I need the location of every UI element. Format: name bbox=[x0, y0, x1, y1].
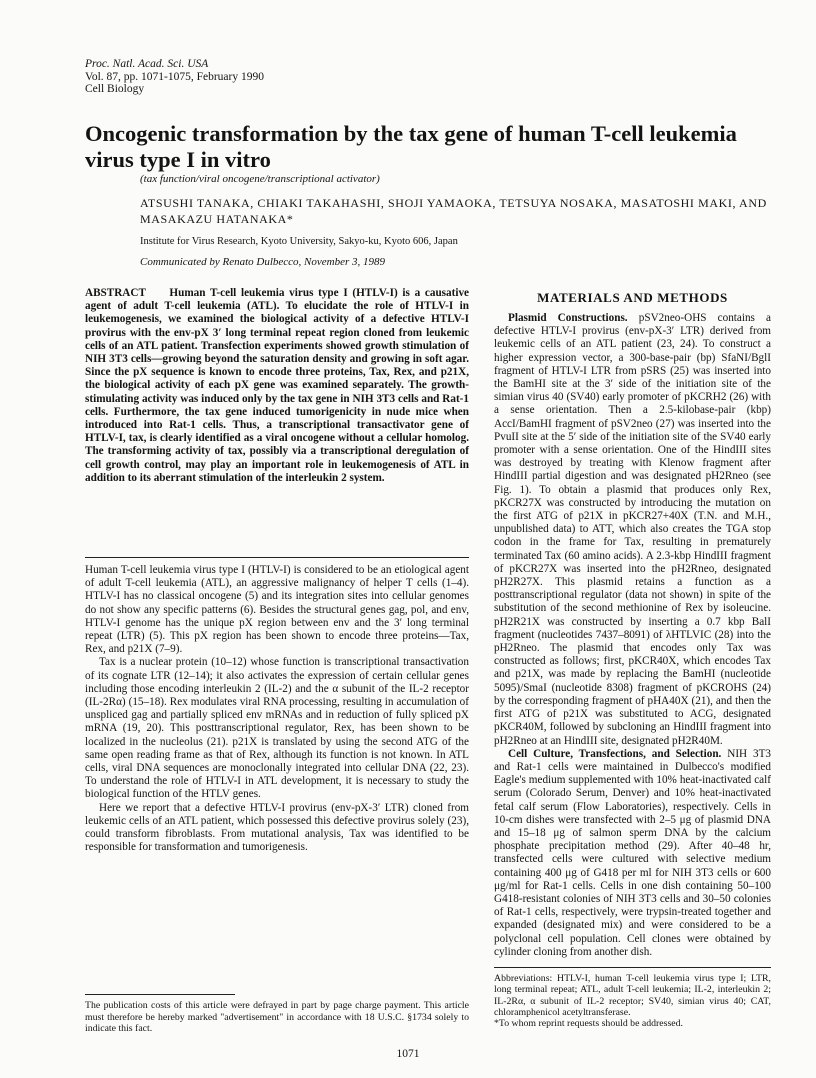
publication-cost-note: The publication costs of this article were defrayed in part by page charge payment. This article must therefore be hereby marked "advertisement" in accordance with 18 U.S.C. §1734 solely to indicate this fact. bbox=[85, 1000, 469, 1034]
methods-body bbox=[494, 312, 771, 959]
page-number: 1071 bbox=[396, 1048, 420, 1060]
abstract bbox=[85, 287, 469, 485]
corresponding-author-note: *To whom reprint requests should be addressed. bbox=[494, 1018, 683, 1030]
introduction bbox=[85, 564, 469, 854]
author-list: ATSUSHI TANAKA, CHIAKI TAKAHASHI, SHOJI YAMAOKA, TETSUYA NOSAKA, MASATOSHI MAKI, AND MASAKAZU HATANAKA* bbox=[140, 196, 767, 226]
section-heading-methods: MATERIALS AND METHODS bbox=[537, 290, 728, 305]
journal-header bbox=[85, 58, 264, 96]
paragraph-heading: Cell Culture, Transfections, and Selection. bbox=[508, 747, 722, 760]
article-title: Oncogenic transformation by the tax gene of human T-cell leukemia virus type I in vitro bbox=[85, 121, 737, 172]
journal-volume: Vol. 87, pp. 1071-1075, February 1990 bbox=[85, 70, 264, 83]
intro-paragraph: Human T-cell leukemia virus type I (HTLV-I) is considered to be an etiological agent of adult T-cell leukemia (ATL), an aggressive malignancy of helper T cells (1–4). HTLV-I has no classical oncogene (5) and its integration sites into cellular genomes do not show any specific patterns (6). Besides the structural genes gag, pol, and env, HTLV-I genome has the unique pX region between env and the 3′ long terminal repeat (LTR) (5). This pX region has been shown to encode three proteins—Tax, Rex, and p21X (7–9). bbox=[85, 564, 469, 656]
abstract-divider bbox=[85, 557, 469, 558]
abstract-text: Human T-cell leukemia virus type I (HTLV-I) is a causative agent of adult T-cell leukemia (ATL). To elucidate the role of HTLV-I in leukemogenesis, we examined the biological activity of a defective HTLV-I provirus with the env-pX 3′ long terminal repeat region cloned from leukemic cells of an ATL patient. Transfection experiments showed growth stimulation of NIH 3T3 cells—growing beyond the saturation density and growing in soft agar. Since the pX sequence is known to encode three proteins, Tax, Rex, and p21X, the biological activity of each pX gene was examined separately. The growth-stimulating activity was induced only by the tax gene in NIH 3T3 cells and Rat-1 cells. Furthermore, the tax gene induced tumorigenicity in nude mice when introduced into Rat-1 cells. Thus, a transcriptional transactivator gene of HTLV-I, tax, is clearly identified as a viral oncogene without a cellular homolog. The transforming activity of tax, possibly via a transcriptional deregulation of cell growth control, may play an important role in leukemogenesis of ATL in addition to its aberrant stimulation of the interleukin 2 system. bbox=[85, 287, 470, 484]
paragraph-text: pSV2neo-OHS contains a defective HTLV-I provirus (env-pX-3′ LTR) derived from leukemic cells of an ATL patient (23, 24). To construct a higher expression vector, a 300-base-pair (bp) SfaNI/BglI fragment of HTLV-I LTR from pSRS (25) was inserted into the BamHI site at the 3′ side of the initiation site of the simian virus 40 (SV40) early promoter of pKCRH2 (26) with a sense orientation. Then a 2.5-kilobase-pair (kbp) AccI/BamHI fragment of pSV2neo (27) was inserted into the PvuII site at the 5′ side of the initiation site of the SV40 early promoter with a sense orientation. One of the HindIII sites was destroyed by treating with Klenow fragment after HindIII partial digestion and was designated pH2Rneo (see Fig. 1). To obtain a plasmid that produces only Rex, pKCR27X was constructed by introducing the mutation on the first ATG of p21X in pKCR27+40X (T.N. and M.H., unpublished data) to ATT, which also creates the TGA stop codon in the frame for Tax, resulting in prematurely terminated Tax (60 amino acids). A 2.3-kbp HindIII fragment of pKCR27X was inserted into the pH2Rneo, designated pH2R27X. This plasmid retains a function as a posttranscriptional regulator (data not shown) in spite of the substitution of the second methionine of Rex by isoleucine. pH2R21X was constructed by inserting a 0.7 kbp BalI fragment (nucleotides 7437–8091) of λHTLVIC (28) into the pH2Rneo. The plasmid that encodes only Tax was constructed as follows; first, pKCR40X, which encodes Tax and p21X, was made by replacing the BamHI (nucleotide 5095)/SmaI (nucleotide 8308) fragment of pKCROHS (24) by the corresponding fragment of pHA40X (21), and then the first ATG of p21X was substituted to ACG, designated pKCR40M, followed by subcloning an HindIII fragment into pH2Rneo at an HindIII site, designated pH2R40M. bbox=[494, 312, 772, 747]
methods-paragraph-plasmids bbox=[494, 312, 771, 748]
intro-paragraph: Here we report that a defective HTLV-I provirus (env-pX-3′ LTR) cloned from leukemic cells of an ATL patient, which possessed this defective provirus solely (23), could transform fibroblasts. From mutational analysis, Tax was identified to be responsible for transformation and tumorigenesis. bbox=[85, 801, 469, 854]
journal-name: Proc. Natl. Acad. Sci. USA bbox=[85, 58, 209, 70]
abbreviations: Abbreviations: HTLV-I, human T-cell leukemia virus type I; LTR, long terminal repeat; ATL, adult T-cell leukemia; IL-2, interleukin 2; IL-2Rα, α subunit of IL-2 receptor; SV40, simian virus 40; CAT, chloramphenicol acetyltransferase. bbox=[494, 973, 771, 1018]
footnote-divider bbox=[85, 994, 235, 995]
abbreviations-footnote bbox=[494, 973, 771, 1029]
methods-paragraph-cell-culture bbox=[494, 748, 771, 959]
abstract-label: ABSTRACT bbox=[85, 287, 146, 299]
abbrev-divider bbox=[494, 967, 771, 968]
communicated-by: Communicated by Renato Dulbecco, November 3, 1989 bbox=[140, 256, 385, 268]
paragraph-heading: Plasmid Constructions. bbox=[508, 312, 628, 324]
journal-section: Cell Biology bbox=[85, 83, 145, 95]
keywords: (tax function/viral oncogene/transcriptional activator) bbox=[140, 173, 380, 185]
affiliation: Institute for Virus Research, Kyoto University, Sakyo-ku, Kyoto 606, Japan bbox=[140, 236, 458, 247]
intro-paragraph: Tax is a nuclear protein (10–12) whose function is transcriptional transactivation of its cognate LTR (12–14); it also activates the expression of certain cellular genes including those encoding interleukin 2 (IL-2) and the α subunit of the IL-2 receptor (IL-2Rα) (15–18). Rex modulates viral RNA processing, resulting in accumulation of unspliced gag and partially spliced env mRNAs and in reduction of fully spliced pX mRNA (19, 20). This posttranscriptional regulator, Rex, has been shown to be localized in the nucleolus (21). p21X is translated by using the second ATG of the same open reading frame as that of Rex, although its function is not known. In ATL cells, viral DNA sequences are monoclonally integrated into cellular DNA (22, 23). To understand the role of HTLV-I in ATL development, it is necessary to study the biological function of the HTLV genes. bbox=[85, 656, 469, 801]
paragraph-text: NIH 3T3 and Rat-1 cells were maintained in Dulbecco's modified Eagle's medium supplemented with 10% heat-inactivated calf serum (Colorado Serum, Denver) and 10% heat-inactivated fetal calf serum (Flow Laboratories), respectively. Cells in 10-cm dishes were transfected with 2–5 μg of plasmid DNA and 15–18 μg of salmon sperm DNA by the calcium phosphate precipitation method (29). After 40–48 hr, transfected cells were cultured with selective medium containing 400 μg of G418 per ml for NIH 3T3 cells or 600 μg/ml for Rat-1 cells. Cells in one dish containing 50–100 G418-resistant colonies of NIH 3T3 cells and 30–50 colonies of Rat-1 cells, respectively, were trypsin-treated together and expanded (designated mix) and were considered to be a polyclonal cell population. Cell clones were obtained by cylinder cloning from another dish. bbox=[494, 747, 772, 958]
